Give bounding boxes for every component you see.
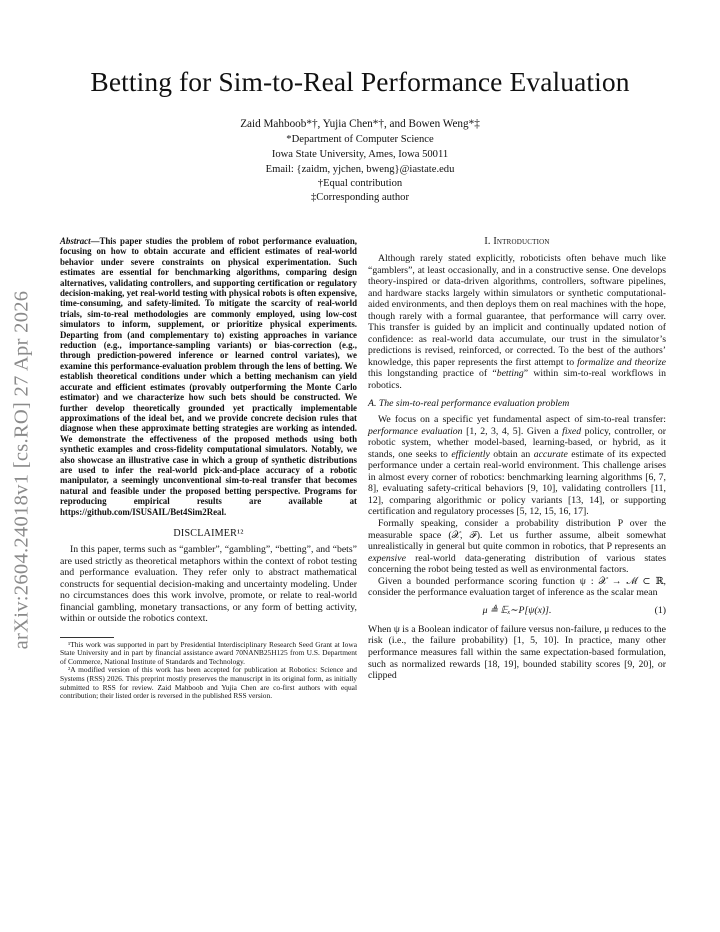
abstract [60, 236, 357, 517]
intro-paragraph-4: Given a bounded performance scoring function ψ : 𝒳 → ℳ ⊂ ℝ, consider the performance evaluation target of inference as the scalar mean [368, 575, 666, 599]
intro-paragraph-2: We focus on a specific yet fundamental aspect of sim-to-real transfer: performance evaluation [1, 2, 3, 4, 5]. Given a fixed policy, controller, or robotic system, whether model-based, learning-based, or hybrid, as it stands, one seeks to efficiently obtain an accurate estimate of its expected performance under a certain real-world environment. This challenge arises in almost every corner of robotics: benchmarking learning algorithms [6, 7, 8], evaluating safety-critical behaviors [9, 10], validating controllers [11, 12], comparing algorithmic or policy variants [13, 14], or supporting certification and regulatory processes [5, 12, 15, 16, 17]. [368, 414, 667, 518]
affiliation-department: *Department of Computer Science [286, 134, 434, 145]
paper-title: Betting for Sim-to-Real Performance Evaluation [90, 66, 630, 97]
abstract-text: —This paper studies the problem of robot performance evaluation, focusing on how to obtain accurate and efficient estimates of real-world behavior under severe constraints on physical experimentation. Such estimates are essential for benchmarking algorithms, comparing design alternatives, validating controllers, and supporting certification or regulatory decision-making, yet real-world testing with physical robots is often expensive, time-consuming, and safety-limited. To mitigate the scarcity of real-world trials, sim-to-real methodologies are commonly employed, using low-cost simulators to inform, supplement, or prioritize physical experiments. Departing from (and complementary to) existing approaches in variance reduction (e.g., importance-sampling variants) or bias-correction (e.g., through prediction-powered inference or learned control variates), we examine this performance-evaluation problem through the lens of betting. We establish theoretical conditions under which a betting mechanism can yield accurate and efficient estimates (provably outperforming the Monte Carlo estimator) and we characterize how such bets should be constructed. We further develop theoretically grounded yet practically implementable approximations of the ideal bet, and we provide concrete decision rules that diagnose when these approximate betting strategies are working as intended. We demonstrate the effectiveness of the proposed methods using both synthetic examples and cross-fidelity computational simulators. Notably, we also showcase an illustrative case in which a group of synthetic distributions are used to infer the real-world pick-and-place accuracy of a robotic manipulator, a seemingly unconventional sim-to-real transfer that becomes natural and feasible under the proposed betting perspective. Programs for reproducing empirical results are available at https://github.com/ISUSAIL/Bet4Sim2Real. [60, 236, 357, 517]
note-corresponding-author: ‡Corresponding author [311, 192, 409, 203]
equation-1 [368, 604, 666, 618]
affiliation-email: Email: {zaidm, yjchen, bweng}@iastate.edu [265, 164, 455, 175]
arxiv-id-text: arXiv:2604.24018v1 [cs.RO] 27 Apr 2026 [10, 290, 33, 650]
affiliation-university: Iowa State University, Ames, Iowa 50011 [271, 149, 449, 160]
left-column [60, 236, 357, 701]
intro-paragraph-3: Formally speaking, consider a probability distribution P over the measurable space (𝒳, ℱ). Let us further assume, albeit somewhat unrealistically in general but quite common in robotics, that P represents an expensive real-world data-generating distribution of various states concerning the robot being tested as well as environmental factors. [368, 518, 666, 576]
subsection-heading: A. The sim-to-real performance evaluation problem [368, 397, 570, 409]
disclaimer-text: In this paper, terms such as “gambler”, “gambling”, “betting”, and “bets” are used strictly as theoretical metaphors within the context of robot testing and performance evaluation. They refer only to abstract mathematical constructs for sequential decision-making and uncertainty modeling. Under no circumstances does this work involve, promote, or relate to real-world financial gambling, monetary transactions, or any form of betting activity, within or outside the robotics context. [60, 543, 357, 625]
right-column [368, 236, 666, 682]
equation-1-body: μ ≜ 𝔼ₓ∼P[ψ(x)]. [482, 604, 552, 616]
arxiv-stamp [2, 260, 42, 680]
author-list: Zaid Mahboob*†, Yujia Chen*†, and Bowen Weng*‡ [240, 118, 480, 130]
disclaimer-heading: DISCLAIMER¹² [173, 527, 244, 539]
note-equal-contribution: †Equal contribution [317, 178, 403, 189]
equation-1-number: (1) [654, 604, 666, 616]
intro-paragraph-1: Although rarely stated explicitly, roboticists often behave much like “gamblers”, at least occasionally, and in a constructive sense. One develops theory-inspired or data-driven algorithms, controllers, software pipelines, and hardware stacks largely within simulators or synthetic computational-aided environments, and then deploys them on real machines with the hope, though rarely with a formal guarantee, that performance will carry over. This transfer is guided by an implicit and continually updated notion of confidence: as real-world data accumulate, our trust in the simulator’s predictions is revised, reinforced, or corrected. To the best of the authors’ knowledge, this paper represents the first attempt to formalize and theorize this longstanding practice of “betting” within sim-to-real workflows in robotics. [368, 253, 667, 392]
intro-paragraph-5: When ψ is a Boolean indicator of failure versus non-failure, μ reduces to the risk (i.e., the failure probability) [1, 5, 10]. In practice, many other performance measures fall within the same expectation-based formulation, such as normalized rewards [18, 19], bounded stability scores [9, 20], or clipped [368, 623, 666, 682]
section-heading-introduction: I. Introduction [484, 236, 550, 247]
footnote-2: ²A modified version of this work has been accepted for publication at Robotics: Science and Systems (RSS) 2026. This preprint mostly preserves the manuscript in its original form, as initially submitted to RSS for review. Zaid Mahboob and Yujia Chen are co-first authors with equal contribution; their listed order is reversed in the published RSS version. [60, 665, 357, 701]
abstract-lead: Abstract [60, 236, 91, 246]
footnote-1: ¹This work was supported in part by Presidential Interdisciplinary Research Seed Grant at Iowa State University and in part by financial assistance award 70NANB25H125 from U.S. Department of Commerce, National Institute of Standards and Technology. [60, 639, 357, 666]
